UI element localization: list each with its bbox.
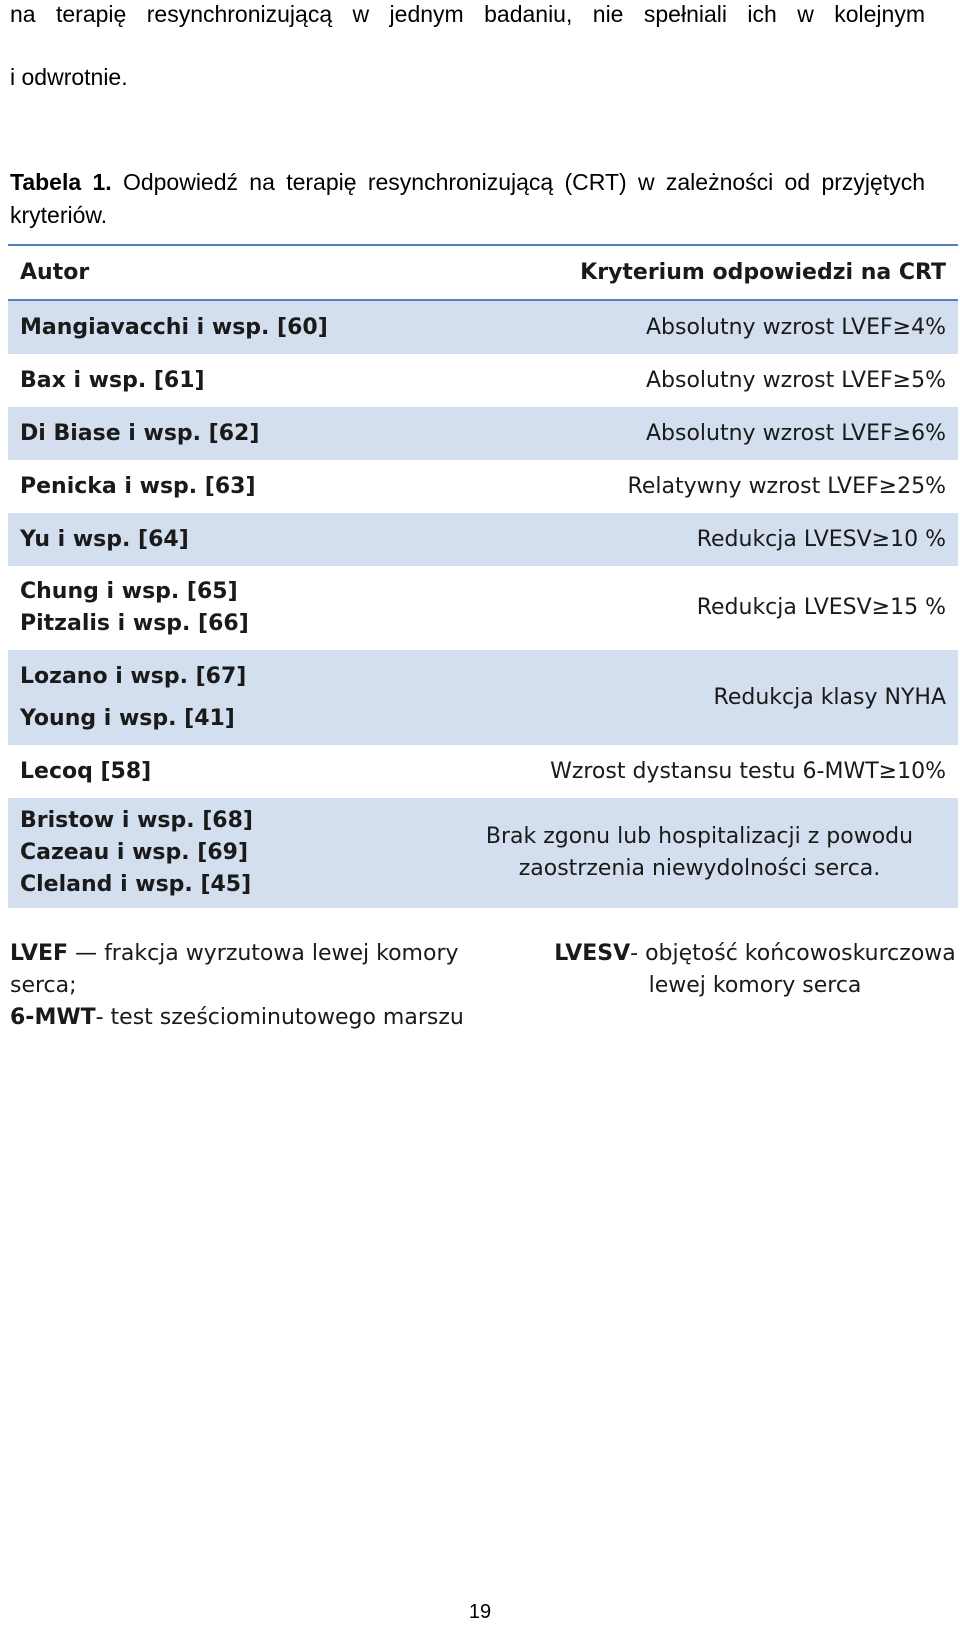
row-criterion: Redukcja klasy NYHA <box>713 684 946 710</box>
row-authors <box>20 805 253 901</box>
row-author: Pitzalis i wsp. [66] <box>20 611 249 636</box>
row-author: Lecoq [58] <box>20 758 152 784</box>
table-header-row <box>8 246 958 299</box>
legend-6mwt-text: - test sześciominutowego marszu <box>95 1005 464 1030</box>
row-author: Di Biase i wsp. [62] <box>20 420 260 446</box>
table-row <box>8 650 958 745</box>
caption-text: Odpowiedź na terapię resynchronizującą (CRT) w zależności od przyjętych kryteriów. <box>10 169 925 228</box>
table-row <box>8 301 958 354</box>
row-criterion-line: zaostrzenia niewydolności serca. <box>518 856 881 881</box>
legend-left-column <box>10 938 530 1034</box>
caption-label: Tabela 1. <box>10 169 112 195</box>
row-author: Cazeau i wsp. [69] <box>20 840 248 865</box>
row-criterion: Relatywny wzrost LVEF≥25% <box>627 473 946 499</box>
table-row <box>8 566 958 650</box>
row-author: Mangiavacchi i wsp. [60] <box>20 314 328 340</box>
row-authors <box>20 656 246 740</box>
row-author: Chung i wsp. [65] <box>20 579 238 604</box>
response-criteria-table <box>8 244 958 908</box>
row-author: Young i wsp. [41] <box>20 705 235 731</box>
legend-6mwt <box>10 1002 530 1034</box>
row-author: Cleland i wsp. [45] <box>20 872 252 897</box>
row-criterion: Redukcja LVESV≥15 % <box>696 595 946 620</box>
table-row <box>8 745 958 798</box>
row-author: Penicka i wsp. [63] <box>20 473 256 499</box>
legend-lvesv-text-2: lewej komory serca <box>648 973 862 998</box>
row-criterion: Wzrost dystansu testu 6-MWT≥10% <box>550 758 946 784</box>
header-author: Autor <box>20 259 90 285</box>
table-row <box>8 407 958 460</box>
row-authors <box>20 576 249 640</box>
row-author: Bax i wsp. [61] <box>20 367 205 393</box>
table-row <box>8 354 958 407</box>
legend-lvef-text: — frakcja wyrzutowa lewej komory serca; <box>10 941 459 998</box>
legend-lvesv-abbr: LVESV <box>554 941 631 966</box>
legend-6mwt-abbr: 6-MWT <box>10 1005 96 1030</box>
legend-lvef <box>10 938 530 1002</box>
row-criterion <box>253 821 946 885</box>
paragraph-line-1: na terapię resynchronizującą w jednym badaniu, nie spełniali ich w kolejnym <box>10 1 925 27</box>
paragraph-line-2: i odwrotnie. <box>10 64 128 90</box>
row-criterion: Absolutny wzrost LVEF≥5% <box>646 367 946 393</box>
legend-lvesv-text: - objętość końcowoskurczowa <box>630 941 956 966</box>
row-author: Bristow i wsp. [68] <box>20 808 253 833</box>
table-caption <box>10 166 925 232</box>
row-criterion: Absolutny wzrost LVEF≥6% <box>646 420 946 446</box>
table-row <box>8 798 958 908</box>
row-criterion: Absolutny wzrost LVEF≥4% <box>646 314 946 340</box>
legend-right-column <box>550 938 960 1002</box>
row-criterion-line: Brak zgonu lub hospitalizacji z powodu <box>485 824 914 849</box>
table-row <box>8 460 958 513</box>
page-number: 19 <box>468 1601 492 1623</box>
legend-lvesv <box>550 938 960 970</box>
row-author: Yu i wsp. [64] <box>20 526 189 552</box>
legend-lvef-abbr: LVEF <box>10 941 69 966</box>
row-criterion: Redukcja LVESV≥10 % <box>696 526 946 552</box>
row-author: Lozano i wsp. [67] <box>20 663 247 689</box>
table-row <box>8 513 958 566</box>
header-criterion: Kryterium odpowiedzi na CRT <box>580 259 946 285</box>
